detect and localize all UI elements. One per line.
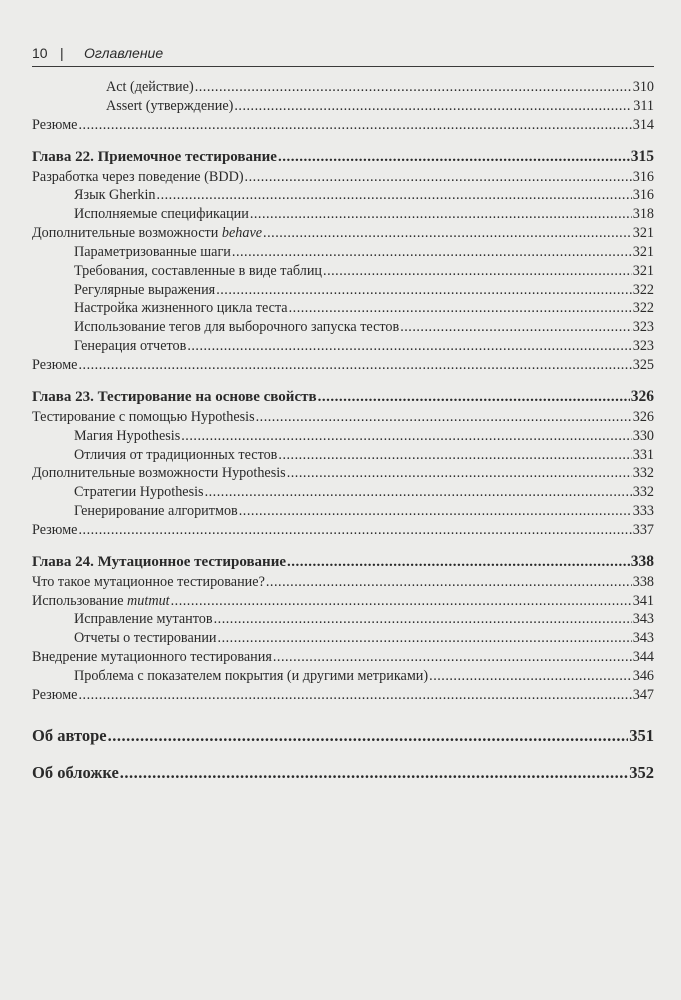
toc-about-author[interactable]: Об авторе ..... 351 (32, 725, 654, 747)
toc-section[interactable]: Внедрение мутационного тестирования ..... 344 (32, 648, 654, 667)
toc-entry[interactable]: Act (действие) ..... 310 (32, 78, 654, 97)
toc-section[interactable]: Что такое мутационное тестирование? ..... 338 (32, 573, 654, 592)
toc-subsection[interactable]: Параметризованные шаги ..... 321 (32, 243, 654, 262)
toc-subsection[interactable]: Генерирование алгоритмов ..... 333 (32, 502, 654, 521)
page-header (32, 44, 654, 67)
toc-subsection[interactable]: Язык Gherkin ..... 316 (32, 186, 654, 205)
toc-subsection[interactable]: Стратегии Hypothesis ..... 332 (32, 483, 654, 502)
toc-subsection[interactable]: Проблема с показателем покрытия (и другими метриками) ..... 346 (32, 667, 654, 686)
toc-subsection[interactable]: Магия Hypothesis ..... 330 (32, 427, 654, 446)
toc-subsection[interactable]: Отчеты о тестировании ..... 343 (32, 629, 654, 648)
toc-entry-summary[interactable]: Резюме ..... 325 (32, 356, 654, 375)
toc-section[interactable]: Использование mutmut ..... 341 (32, 592, 654, 611)
toc-entry-summary[interactable]: Резюме ..... 347 (32, 686, 654, 705)
toc-chapter-23[interactable]: Глава 23. Тестирование на основе свойств ..... 326 (32, 387, 654, 407)
toc-section[interactable]: Тестирование с помощью Hypothesis ..... 326 (32, 408, 654, 427)
table-of-contents (32, 78, 654, 784)
toc-about-cover[interactable]: Об обложке ..... 352 (32, 762, 654, 784)
toc-subsection[interactable]: Требования, составленные в виде таблиц ..... 321 (32, 262, 654, 281)
running-title: Оглавление (84, 45, 164, 61)
toc-subsection[interactable]: Настройка жизненного цикла теста ..... 322 (32, 299, 654, 318)
toc-subsection[interactable]: Регулярные выражения ..... 322 (32, 281, 654, 300)
toc-section[interactable]: Разработка через поведение (BDD) ..... 316 (32, 168, 654, 187)
toc-chapter-24[interactable]: Глава 24. Мутационное тестирование ..... 338 (32, 552, 654, 572)
toc-subsection[interactable]: Исполняемые спецификации ..... 318 (32, 205, 654, 224)
toc-subsection[interactable]: Использование тегов для выборочного запуска тестов ..... 323 (32, 318, 654, 337)
header-separator: | (60, 45, 64, 61)
page-number: 10 (32, 45, 48, 61)
toc-subsection[interactable]: Исправление мутантов ..... 343 (32, 610, 654, 629)
toc-entry-summary[interactable]: Резюме ..... 314 (32, 116, 654, 135)
toc-entry-summary[interactable]: Резюме ..... 337 (32, 521, 654, 540)
toc-subsection[interactable]: Генерация отчетов ..... 323 (32, 337, 654, 356)
toc-section[interactable]: Дополнительные возможности Hypothesis ..... 332 (32, 464, 654, 483)
toc-subsection[interactable]: Отличия от традиционных тестов ..... 331 (32, 446, 654, 465)
toc-chapter-22[interactable]: Глава 22. Приемочное тестирование ..... 315 (32, 147, 654, 167)
toc-entry[interactable]: Assert (утверждение) ..... 311 (32, 97, 654, 116)
toc-section[interactable]: Дополнительные возможности behave ..... 321 (32, 224, 654, 243)
